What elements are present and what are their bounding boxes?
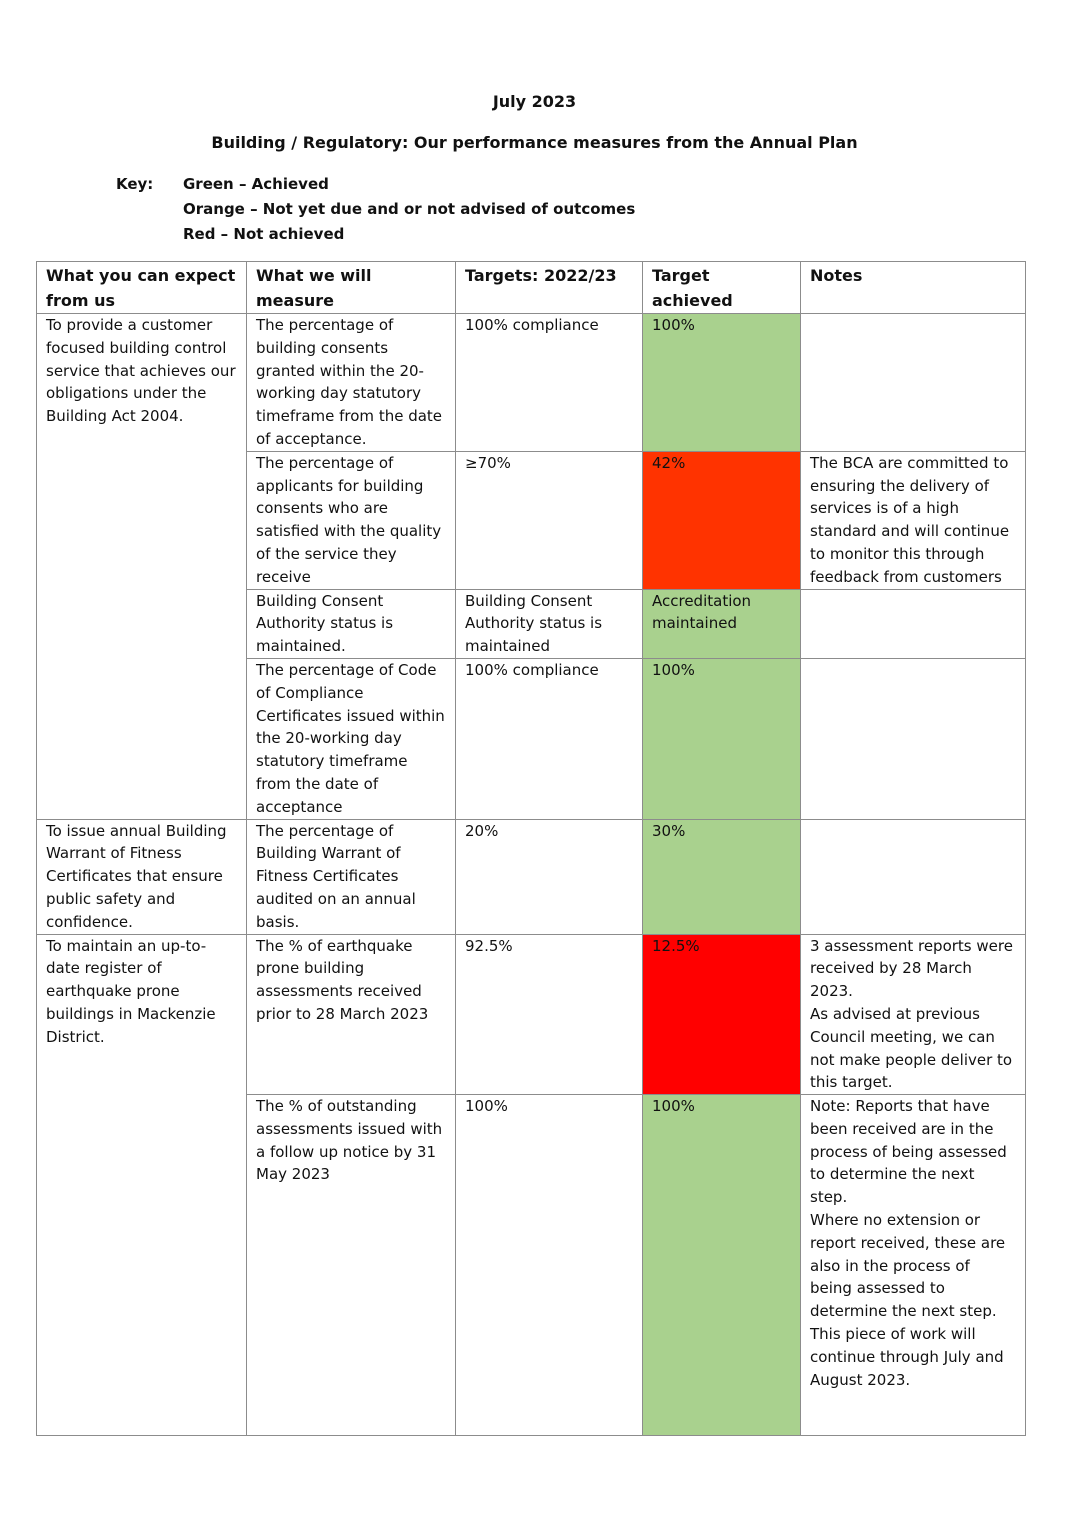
achieved-cell: Accreditation maintained — [643, 589, 801, 658]
target-cell: 100% compliance — [456, 314, 643, 452]
header-achieved: Target achieved — [643, 262, 801, 314]
note-text: Where no extension or report received, these are also in the process of being assessed to determine the next step. — [810, 1211, 1006, 1321]
table-row — [37, 314, 1026, 452]
table-row — [37, 819, 1026, 934]
report-title: Building / Regulatory: Our performance measures from the Annual Plan — [211, 133, 858, 152]
achieved-cell: 100% — [643, 658, 801, 819]
notes-cell — [801, 589, 1026, 658]
notes-cell — [801, 934, 1026, 1095]
notes-cell — [801, 658, 1026, 819]
performance-table — [36, 261, 1026, 1436]
group-cell: To maintain an up-to-date register of earthquake prone buildings in Mackenzie District. — [37, 934, 247, 1436]
target-cell: Building Consent Authority status is maintained — [456, 589, 643, 658]
group-cell: To provide a customer focused building control service that achieves our obligations under the Building Act 2004. — [37, 314, 247, 820]
achieved-cell: 100% — [643, 314, 801, 452]
key-label: Key: — [116, 175, 154, 193]
measure-cell: The percentage of applicants for building consents who are satisfied with the quality of the service they receive — [247, 451, 456, 589]
achieved-cell: 30% — [643, 819, 801, 934]
notes-cell — [801, 451, 1026, 589]
note-text: This piece of work will continue through July and August 2023. — [810, 1325, 1004, 1389]
achieved-cell: 100% — [643, 1095, 801, 1436]
note-text: 3 assessment reports were received by 28 March 2023. — [810, 936, 1013, 1001]
report-date: July 2023 — [492, 92, 577, 111]
notes-cell — [801, 1095, 1026, 1436]
target-cell: ≥70% — [456, 451, 643, 589]
note-text: The BCA are committed to ensuring the delivery of services is of a high standard and will continue to monitor this through feedback from customers — [810, 453, 1010, 586]
key-item-green: Green – Achieved — [183, 175, 329, 193]
key-item-red: Red – Not achieved — [183, 225, 345, 243]
measure-cell: Building Consent Authority status is maintained. — [247, 589, 456, 658]
measure-cell: The percentage of building consents granted within the 20-working day statutory timeframe from the date of acceptance. — [247, 314, 456, 452]
target-cell: 100% — [456, 1095, 643, 1436]
header-notes: Notes — [801, 262, 1026, 314]
note-text: As advised at previous Council meeting, we can not make people deliver to this target. — [810, 1004, 1013, 1092]
measure-cell: The percentage of Code of Compliance Certificates issued within the 20-working day statutory timeframe from the date of acceptance — [247, 658, 456, 819]
header-expect: What you can expect from us — [37, 262, 247, 314]
key-legend — [183, 172, 635, 247]
target-cell: 20% — [456, 819, 643, 934]
notes-cell — [801, 819, 1026, 934]
table-header-row — [37, 262, 1026, 314]
target-cell: 100% compliance — [456, 658, 643, 819]
key-item-orange: Orange – Not yet due and or not advised of outcomes — [183, 200, 636, 218]
header-targets: Targets: 2022/23 — [456, 262, 643, 314]
group-cell: To issue annual Building Warrant of Fitness Certificates that ensure public safety and confidence. — [37, 819, 247, 934]
target-cell: 92.5% — [456, 934, 643, 1095]
header-measure: What we will measure — [247, 262, 456, 314]
achieved-cell: 42% — [643, 451, 801, 589]
measure-cell: The % of earthquake prone building assessments received prior to 28 March 2023 — [247, 934, 456, 1095]
note-text: Note: Reports that have been received are in the process of being assessed to determine the next step. — [810, 1097, 1007, 1207]
measure-cell: The % of outstanding assessments issued with a follow up notice by 31 May 2023 — [247, 1095, 456, 1436]
table-row — [37, 934, 1026, 1095]
achieved-cell: 12.5% — [643, 934, 801, 1095]
notes-cell — [801, 314, 1026, 452]
measure-cell: The percentage of Building Warrant of Fitness Certificates audited on an annual basis. — [247, 819, 456, 934]
